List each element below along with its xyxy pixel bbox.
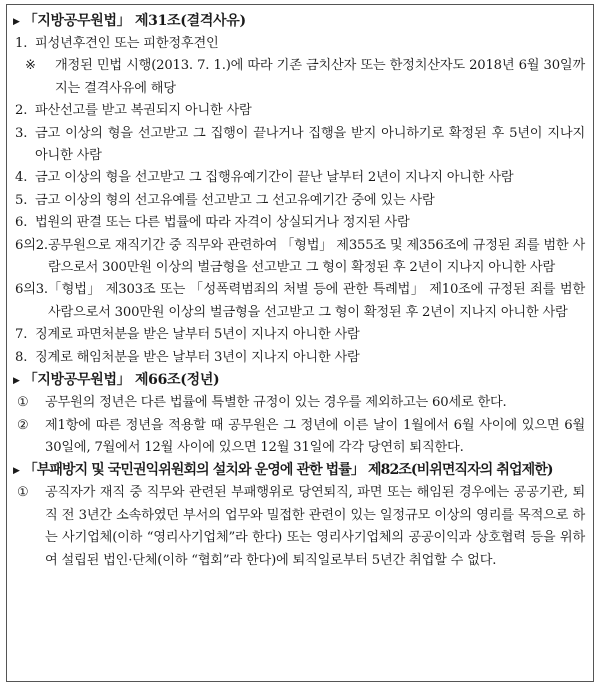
list-item: 7. 징계로 파면처분을 받은 날부터 5년이 지나지 아니한 사람 (15, 327, 360, 343)
list-item: 4. 금고 이상의 형을 선고받고 그 집행유예기간이 끝난 날부터 2년이 지나지 아니한 사람 (15, 170, 514, 186)
list-item: 6의2. 공무원으로 재직기간 중 직무와 관련하여 「형법」 제355조 및 제356조에 규정된 죄를 범한 사람으로서 300만원 이상의 벌금형을 선고받고 그 형이 확정된 후 2년이 지나지 아니한 사람 (15, 237, 585, 276)
list-item: 1. 피성년후견인 또는 피한정후견인 (15, 36, 219, 51)
list-item: 8. 징계로 해임처분을 받은 날부터 3년이 지나지 아니한 사람 (15, 349, 360, 365)
triangle-bullet-icon: ▶ (13, 17, 20, 27)
list-item: 5. 금고 이상의 형의 선고유예를 선고받고 그 선고유예기간 중에 있는 사람 (15, 192, 435, 208)
list-item: 3. 금고 이상의 형을 선고받고 그 집행이 끝나거나 집행을 받지 아니하기로 확정된 후 5년이 지나지 아니한 사람 (15, 125, 585, 164)
list-item: ① 공직자가 재직 중 직무와 관련된 부패행위로 당연퇴직, 파면 또는 해임된 경우에는 공공기관, 퇴직 전 3년간 소속하였던 부서의 업무와 밀접한 관련이 있는 일정규모 이상의 영리를 목적으로 하는 사기업체(이하 “영리사기업체”라 한다) 또는 영리사기업체의 공공이익과 상호협력 등을 위하여 설립된 법인·단체(이하 “협회”라 한다)에 퇴직일로부터 5년간 취업할 수 없다. (17, 485, 585, 568)
list-item: 2. 파산선고를 받고 복권되지 아니한 사람 (15, 103, 252, 119)
list-item: ① 공무원의 정년은 다른 법률에 특별한 규정이 있는 경우를 제외하고는 60세로 한다. (17, 395, 507, 411)
section-header: ▶ 「부패방지 및 국민권익위원회의 설치와 운영에 관한 법률」 제82조(비위면직자의 취업제한) (13, 462, 553, 479)
article-31-list (13, 33, 585, 369)
triangle-bullet-icon: ▶ (13, 466, 20, 477)
triangle-bullet-icon: ▶ (13, 376, 20, 387)
section-header: ▶ 「지방공무원법」 제31조(결격사유) (13, 13, 246, 29)
article-82-list (13, 482, 585, 572)
section-header: ▶ 「지방공무원법」 제66조(정년) (13, 372, 220, 389)
list-item: ② 제1항에 따른 정년을 적용할 때 공무원은 그 정년에 이른 날이 1월에서 6월 사이에 있으면 6월 30일에, 7월에서 12월 사이에 있으면 12월 31일에 각각 당연히 퇴직한다. (17, 417, 585, 455)
list-item: 6의3. 「형법」 제303조 또는 「성폭력범죄의 처벌 등에 관한 특례법」 제10조에 규정된 죄를 범한 사람으로서 300만원 이상의 벌금형을 선고받고 그 형이 확정된 후 2년이 지나지 아니한 사람 (15, 282, 585, 320)
note-item: ※ 개정된 민법 시행(2013. 7. 1.)에 따라 기존 금치산자 또는 한정치산자도 2018년 6월 30일까지는 결격사유에 해당 (25, 58, 585, 96)
article-66-list (13, 392, 585, 459)
document-box (6, 4, 594, 682)
list-item: 6. 법원의 판결 또는 다른 법률에 따라 자격이 상실되거나 정지된 사람 (15, 215, 410, 231)
